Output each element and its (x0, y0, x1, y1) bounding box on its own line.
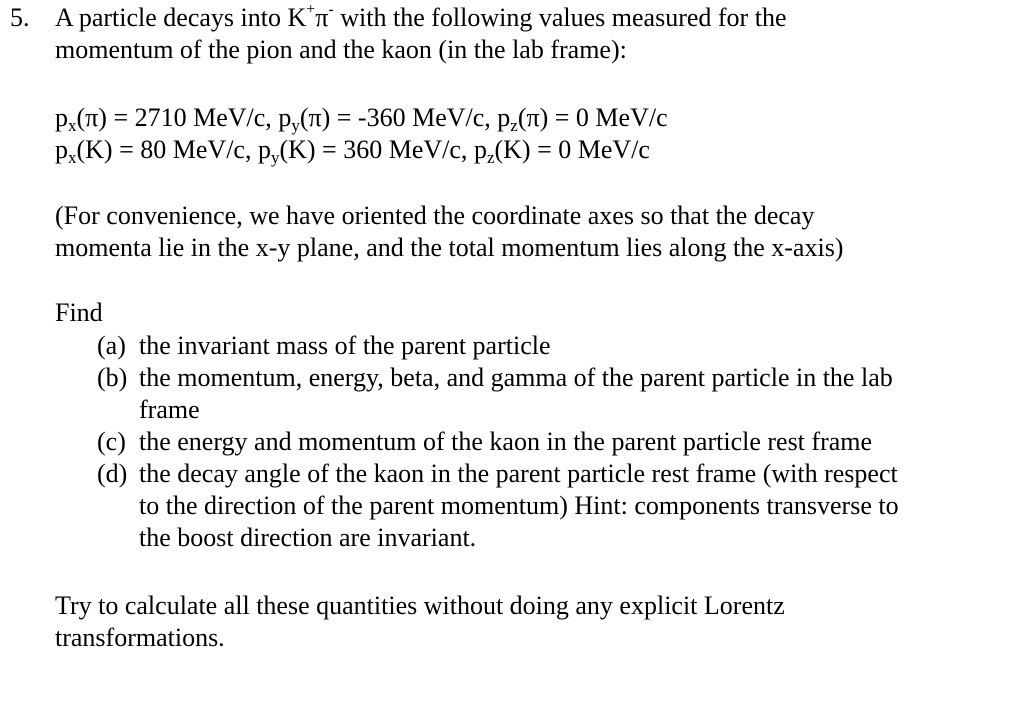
find-item-label: (a) (97, 331, 126, 360)
pion-pz-value: (π) = 0 MeV/c (517, 103, 668, 132)
closing-line-2: transformations. (55, 623, 225, 652)
problem-intro-line-2: momentum of the pion and the kaon (in the lab frame): (55, 35, 627, 64)
pion-momentum-line (55, 102, 668, 134)
kaon-px-label: p (55, 135, 68, 164)
find-item-label: (d) (97, 459, 128, 488)
pion-pz-sub: z (510, 116, 518, 135)
kaon-pz-label: p (473, 135, 487, 164)
find-item-text: the decay angle of the kaon in the parent particle rest frame (with respect (139, 459, 898, 488)
pion-pz-label: p (497, 103, 511, 132)
kaon-px-sub: x (68, 148, 77, 167)
problem-number: 5. (10, 3, 30, 32)
find-item-d-continuation-1: to the direction of the parent momentum) Hint: components transverse to (139, 491, 899, 520)
convenience-note-line-1: (For convenience, we have oriented the coordinate axes so that the decay (55, 201, 815, 230)
kaon-py-sub: y (270, 148, 280, 167)
find-item-c (97, 426, 872, 458)
find-item-text: the invariant mass of the parent particle (139, 331, 551, 360)
find-item-label: (c) (97, 427, 126, 456)
find-item-b (97, 362, 893, 394)
problem-intro-line-1 (55, 2, 786, 34)
intro-text-b: with the following values measured for the (333, 3, 787, 32)
kaon-px-value: (K) = 80 MeV/c, (76, 135, 258, 164)
pion-symbol: π (315, 3, 329, 32)
find-item-a (97, 330, 551, 362)
kaon-py-label: p (257, 135, 271, 164)
find-item-d (97, 458, 898, 490)
find-item-b-continuation: frame (139, 395, 200, 424)
kaon-py-value: (K) = 360 MeV/c, (279, 135, 474, 164)
pion-px-sub: x (68, 116, 77, 135)
closing-line-1: Try to calculate all these quantities without doing any explicit Lorentz (55, 591, 785, 620)
kaon-pz-value: (K) = 0 MeV/c (494, 135, 650, 164)
find-heading: Find (55, 298, 103, 327)
pion-py-label: p (278, 103, 292, 132)
pion-px-value: (π) = 2710 MeV/c, (76, 103, 279, 132)
find-item-text: the energy and momentum of the kaon in the parent particle rest frame (139, 427, 873, 456)
pion-charge: - (328, 1, 334, 18)
find-item-text: the momentum, energy, beta, and gamma of the parent particle in the lab (139, 363, 893, 392)
kaon-pz-sub: z (486, 148, 495, 167)
intro-text-a: A particle decays into K (55, 3, 307, 32)
pion-py-sub: y (291, 116, 300, 135)
pion-px-label: p (55, 103, 68, 132)
convenience-note-line-2: momenta lie in the x-y plane, and the total momentum lies along the x-axis) (55, 233, 844, 262)
find-item-d-continuation-2: the boost direction are invariant. (139, 523, 477, 552)
find-item-label: (b) (97, 363, 128, 392)
kaon-momentum-line (55, 134, 650, 166)
pion-py-value: (π) = -360 MeV/c, (299, 103, 498, 132)
kaon-charge: + (306, 1, 316, 18)
